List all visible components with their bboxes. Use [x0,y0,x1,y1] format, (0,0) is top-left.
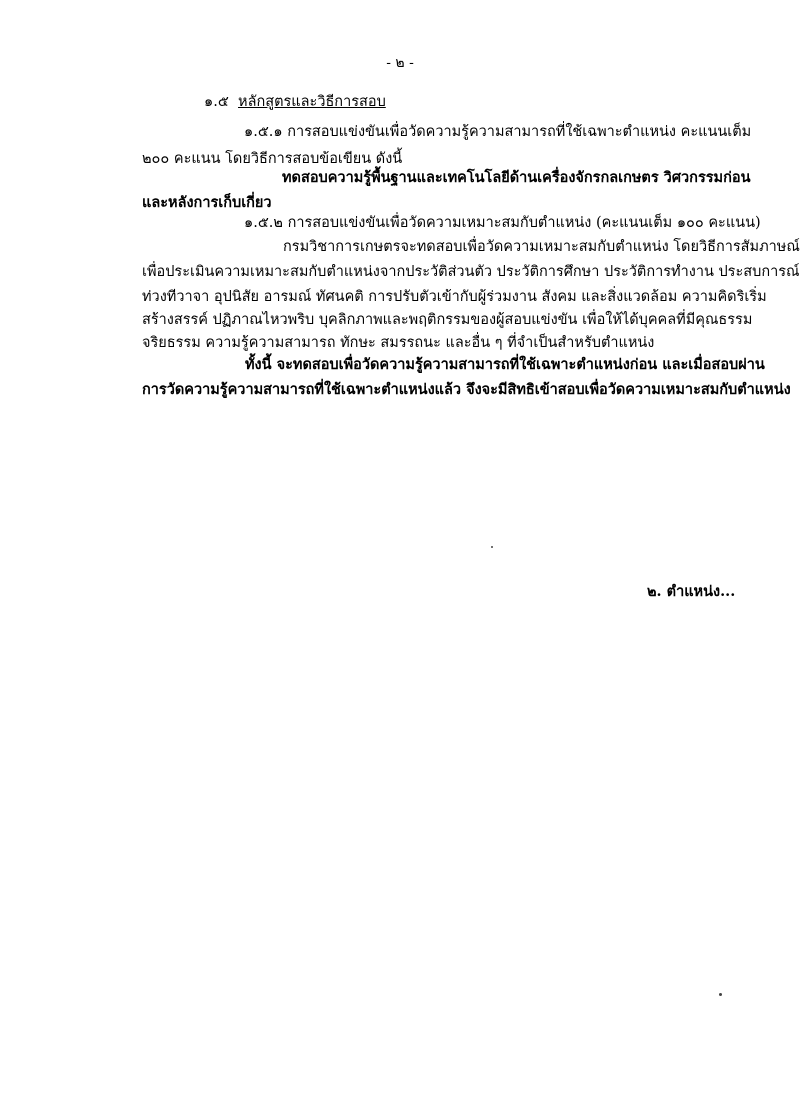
sub2-para-line: จริยธรรม ความรู้ความสามารถ ทักษะ สมรรถนะ และอื่น ๆ ที่จำเป็นสำหรับตำแหน่ง [142,335,655,351]
sub2-line1: ๑.๕.๒ การสอบแข่งขันเพื่อวัดความเหมาะสมกับตำแหน่ง (คะแนนเต็ม ๑๐๐ คะแนน) [244,215,761,231]
section-number: ๑.๕ [204,94,229,110]
sub2-para-line: เพื่อประเมินความเหมาะสมกับตำแหน่งจากประวัติส่วนตัว ประวัติการศึกษา ประวัติการทำงาน ประสบการณ์ [142,264,800,280]
scan-speck [491,546,493,548]
scan-speck [719,993,722,996]
continuation-marker: ๒. ตำแหน่ง... [647,583,736,600]
sub2-para-line: ท่วงทีวาจา อุปนิสัย อารมณ์ ทัศนคติ การปรับตัวเข้ากับผู้ร่วมงาน สังคม และสิ่งแวดล้อม ความคิดริเริ่ม [142,289,767,305]
sub2-para-line: สร้างสรรค์ ปฏิภาณไหวพริบ บุคลิกภาพและพฤติกรรมของผู้สอบแข่งขัน เพื่อให้ได้บุคคลที่มีคุณธรรม [142,312,753,328]
note-line1: ทั้งนี้ จะทดสอบเพื่อวัดความรู้ความสามารถที่ใช้เฉพาะตำแหน่งก่อน และเมื่อสอบผ่าน [245,356,765,373]
note-line2: การวัดความรู้ความสามารถที่ใช้เฉพาะตำแหน่งแล้ว จึงจะมีสิทธิเข้าสอบเพื่อวัดความเหมาะสมกับตำแหน่ง [142,381,791,398]
sub1-line1: ๑.๕.๑ การสอบแข่งขันเพื่อวัดความรู้ความสามารถที่ใช้เฉพาะตำแหน่ง คะแนนเต็ม [244,124,752,140]
sub1-bold-line2: และหลังการเก็บเกี่ยว [142,194,272,211]
sub2-para-line: กรมวิชาการเกษตรจะทดสอบเพื่อวัดความเหมาะสมกับตำแหน่ง โดยวิธีการสัมภาษณ์ [283,239,800,255]
sub1-line2: ๒๐๐ คะแนน โดยวิธีการสอบข้อเขียน ดังนี้ [142,151,403,167]
sub1-bold-line1: ทดสอบความรู้พื้นฐานและเทคโนโลยีด้านเครื่องจักรกลเกษตร วิศวกรรมก่อน [282,169,751,186]
section-heading [204,92,386,112]
page-number: - ๒ - [386,55,414,71]
section-title: หลักสูตรและวิธีการสอบ [238,94,386,110]
